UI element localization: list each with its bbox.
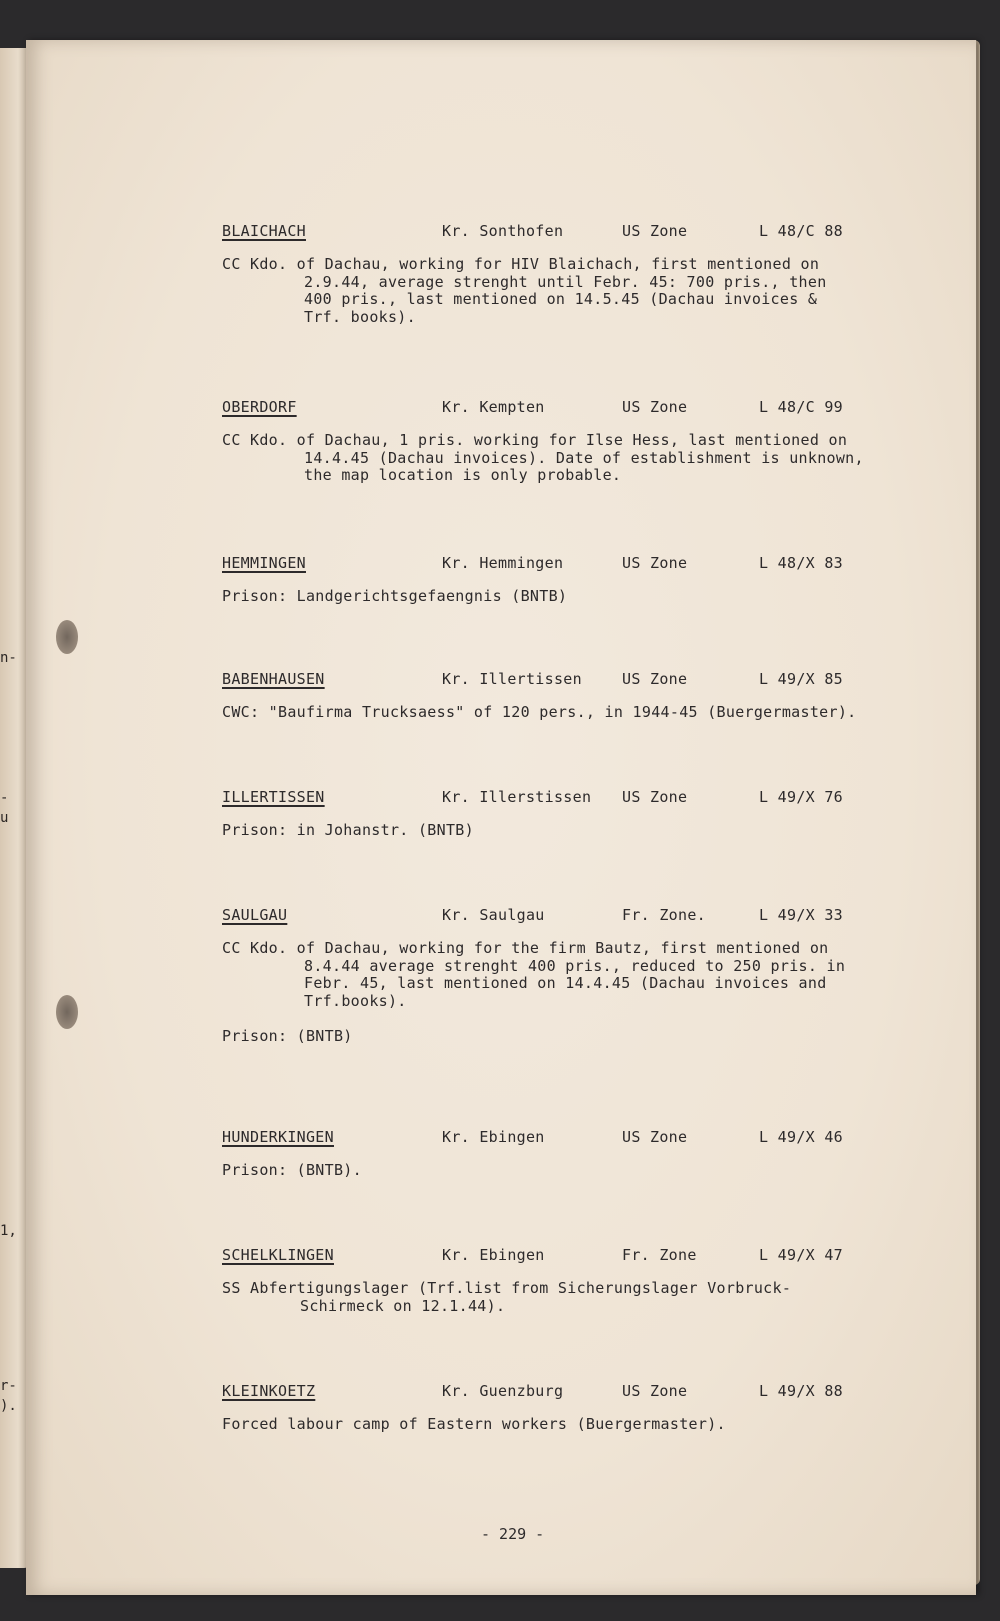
zone: US Zone bbox=[622, 222, 688, 240]
entry-text bbox=[222, 1280, 912, 1315]
district: Kr. Sonthofen bbox=[442, 222, 564, 240]
text-line: Prison: Landgerichtsgefaengnis (BNTB) bbox=[222, 587, 568, 605]
entry-oberdorf bbox=[222, 398, 912, 485]
district: Kr. Guenzburg bbox=[442, 1382, 564, 1400]
place-name: ILLERTISSEN bbox=[222, 788, 325, 806]
page-number: - 229 - bbox=[481, 1525, 545, 1543]
entry-text bbox=[222, 1162, 912, 1180]
left-page-fragment: - bbox=[0, 790, 9, 806]
place-name: KLEINKOETZ bbox=[222, 1382, 316, 1400]
text-line: Trf. books). bbox=[304, 307, 416, 326]
zone: US Zone bbox=[622, 1382, 688, 1400]
district: Kr. Hemmingen bbox=[442, 554, 564, 572]
zone: US Zone bbox=[622, 788, 688, 806]
map-reference: L 49/X 33 bbox=[759, 906, 843, 924]
zone: US Zone bbox=[622, 670, 688, 688]
entry-illertissen bbox=[222, 788, 912, 840]
place-name: OBERDORF bbox=[222, 398, 297, 416]
entry-text bbox=[222, 704, 912, 722]
text-line: CC Kdo. of Dachau, working for HIV Blaichach, first mentioned on bbox=[222, 255, 820, 273]
district: Kr. Illerstissen bbox=[442, 788, 592, 806]
entry-text bbox=[222, 822, 912, 840]
text-line: Febr. 45, last mentioned on 14.4.45 (Dachau invoices and bbox=[304, 974, 827, 992]
zone: US Zone bbox=[622, 554, 688, 572]
entry-babenhausen bbox=[222, 670, 912, 722]
text-line: the map location is only probable. bbox=[304, 466, 622, 484]
district: Kr. Ebingen bbox=[442, 1246, 545, 1264]
left-page-fragment: n- bbox=[0, 650, 17, 666]
entry-text bbox=[222, 940, 912, 1046]
district: Kr. Illertissen bbox=[442, 670, 582, 688]
place-name: SAULGAU bbox=[222, 906, 288, 924]
text-line: Prison: (BNTB). bbox=[222, 1161, 362, 1179]
entry-text bbox=[222, 588, 912, 606]
map-reference: L 48/C 88 bbox=[759, 222, 843, 240]
entry-schelklingen bbox=[222, 1246, 912, 1315]
place-name: SCHELKLINGEN bbox=[222, 1246, 334, 1264]
text-line: 2.9.44, average strenght until Febr. 45: 700 pris., then bbox=[304, 272, 827, 291]
zone: Fr. Zone. bbox=[622, 906, 706, 924]
map-reference: L 49/X 85 bbox=[759, 670, 843, 688]
map-reference: L 48/X 83 bbox=[759, 554, 843, 572]
text-line: CC Kdo. of Dachau, working for the firm Bautz, first mentioned on bbox=[222, 939, 829, 957]
entry-saulgau bbox=[222, 906, 912, 1046]
text-line: CWC: "Baufirma Trucksaess" of 120 pers., in 1944-45 (Buergermaster). bbox=[222, 703, 857, 721]
text-line: Schirmeck on 12.1.44). bbox=[300, 1296, 506, 1315]
text-line: CC Kdo. of Dachau, 1 pris. working for Ilse Hess, last mentioned on bbox=[222, 431, 848, 449]
text-line: Trf.books). bbox=[304, 991, 407, 1010]
entry-hunderkingen bbox=[222, 1128, 912, 1180]
punch-hole bbox=[56, 620, 78, 654]
zone: Fr. Zone bbox=[622, 1246, 697, 1264]
map-reference: L 48/C 99 bbox=[759, 398, 843, 416]
punch-hole bbox=[56, 995, 78, 1029]
zone: US Zone bbox=[622, 398, 688, 416]
map-reference: L 49/X 76 bbox=[759, 788, 843, 806]
entry-text bbox=[222, 1416, 912, 1434]
left-page-fragment: ). bbox=[0, 1398, 17, 1414]
zone: US Zone bbox=[622, 1128, 688, 1146]
map-reference: L 49/X 47 bbox=[759, 1246, 843, 1264]
district: Kr. Ebingen bbox=[442, 1128, 545, 1146]
place-name: HUNDERKINGEN bbox=[222, 1128, 334, 1146]
text-line: Prison: (BNTB) bbox=[222, 1027, 353, 1045]
left-page-fragment: 1, bbox=[0, 1223, 17, 1239]
district: Kr. Saulgau bbox=[442, 906, 545, 924]
text-line: 14.4.45 (Dachau invoices). Date of establishment is unknown, bbox=[304, 448, 864, 467]
entry-text bbox=[222, 432, 912, 485]
entry-text bbox=[222, 256, 912, 326]
text-line: SS Abfertigungslager (Trf.list from Sicherungslager Vorbruck- bbox=[222, 1279, 792, 1297]
place-name: HEMMINGEN bbox=[222, 554, 306, 572]
text-line: Prison: in Johanstr. (BNTB) bbox=[222, 821, 474, 839]
text-line: 8.4.44 average strenght 400 pris., reduced to 250 pris. in bbox=[304, 956, 846, 975]
place-name: BABENHAUSEN bbox=[222, 670, 325, 688]
text-line: 400 pris., last mentioned on 14.5.45 (Dachau invoices & bbox=[304, 290, 818, 308]
district: Kr. Kempten bbox=[442, 398, 545, 416]
map-reference: L 49/X 88 bbox=[759, 1382, 843, 1400]
left-page-fragment: r- bbox=[0, 1378, 17, 1394]
text-line: Forced labour camp of Eastern workers (Buergermaster). bbox=[222, 1415, 726, 1433]
entry-blaichach bbox=[222, 222, 912, 326]
left-page-fragment: u bbox=[0, 810, 9, 826]
place-name: BLAICHACH bbox=[222, 222, 306, 240]
document-page bbox=[26, 40, 976, 1595]
map-reference: L 49/X 46 bbox=[759, 1128, 843, 1146]
entry-hemmingen bbox=[222, 554, 912, 606]
entry-kleinkoetz bbox=[222, 1382, 912, 1434]
